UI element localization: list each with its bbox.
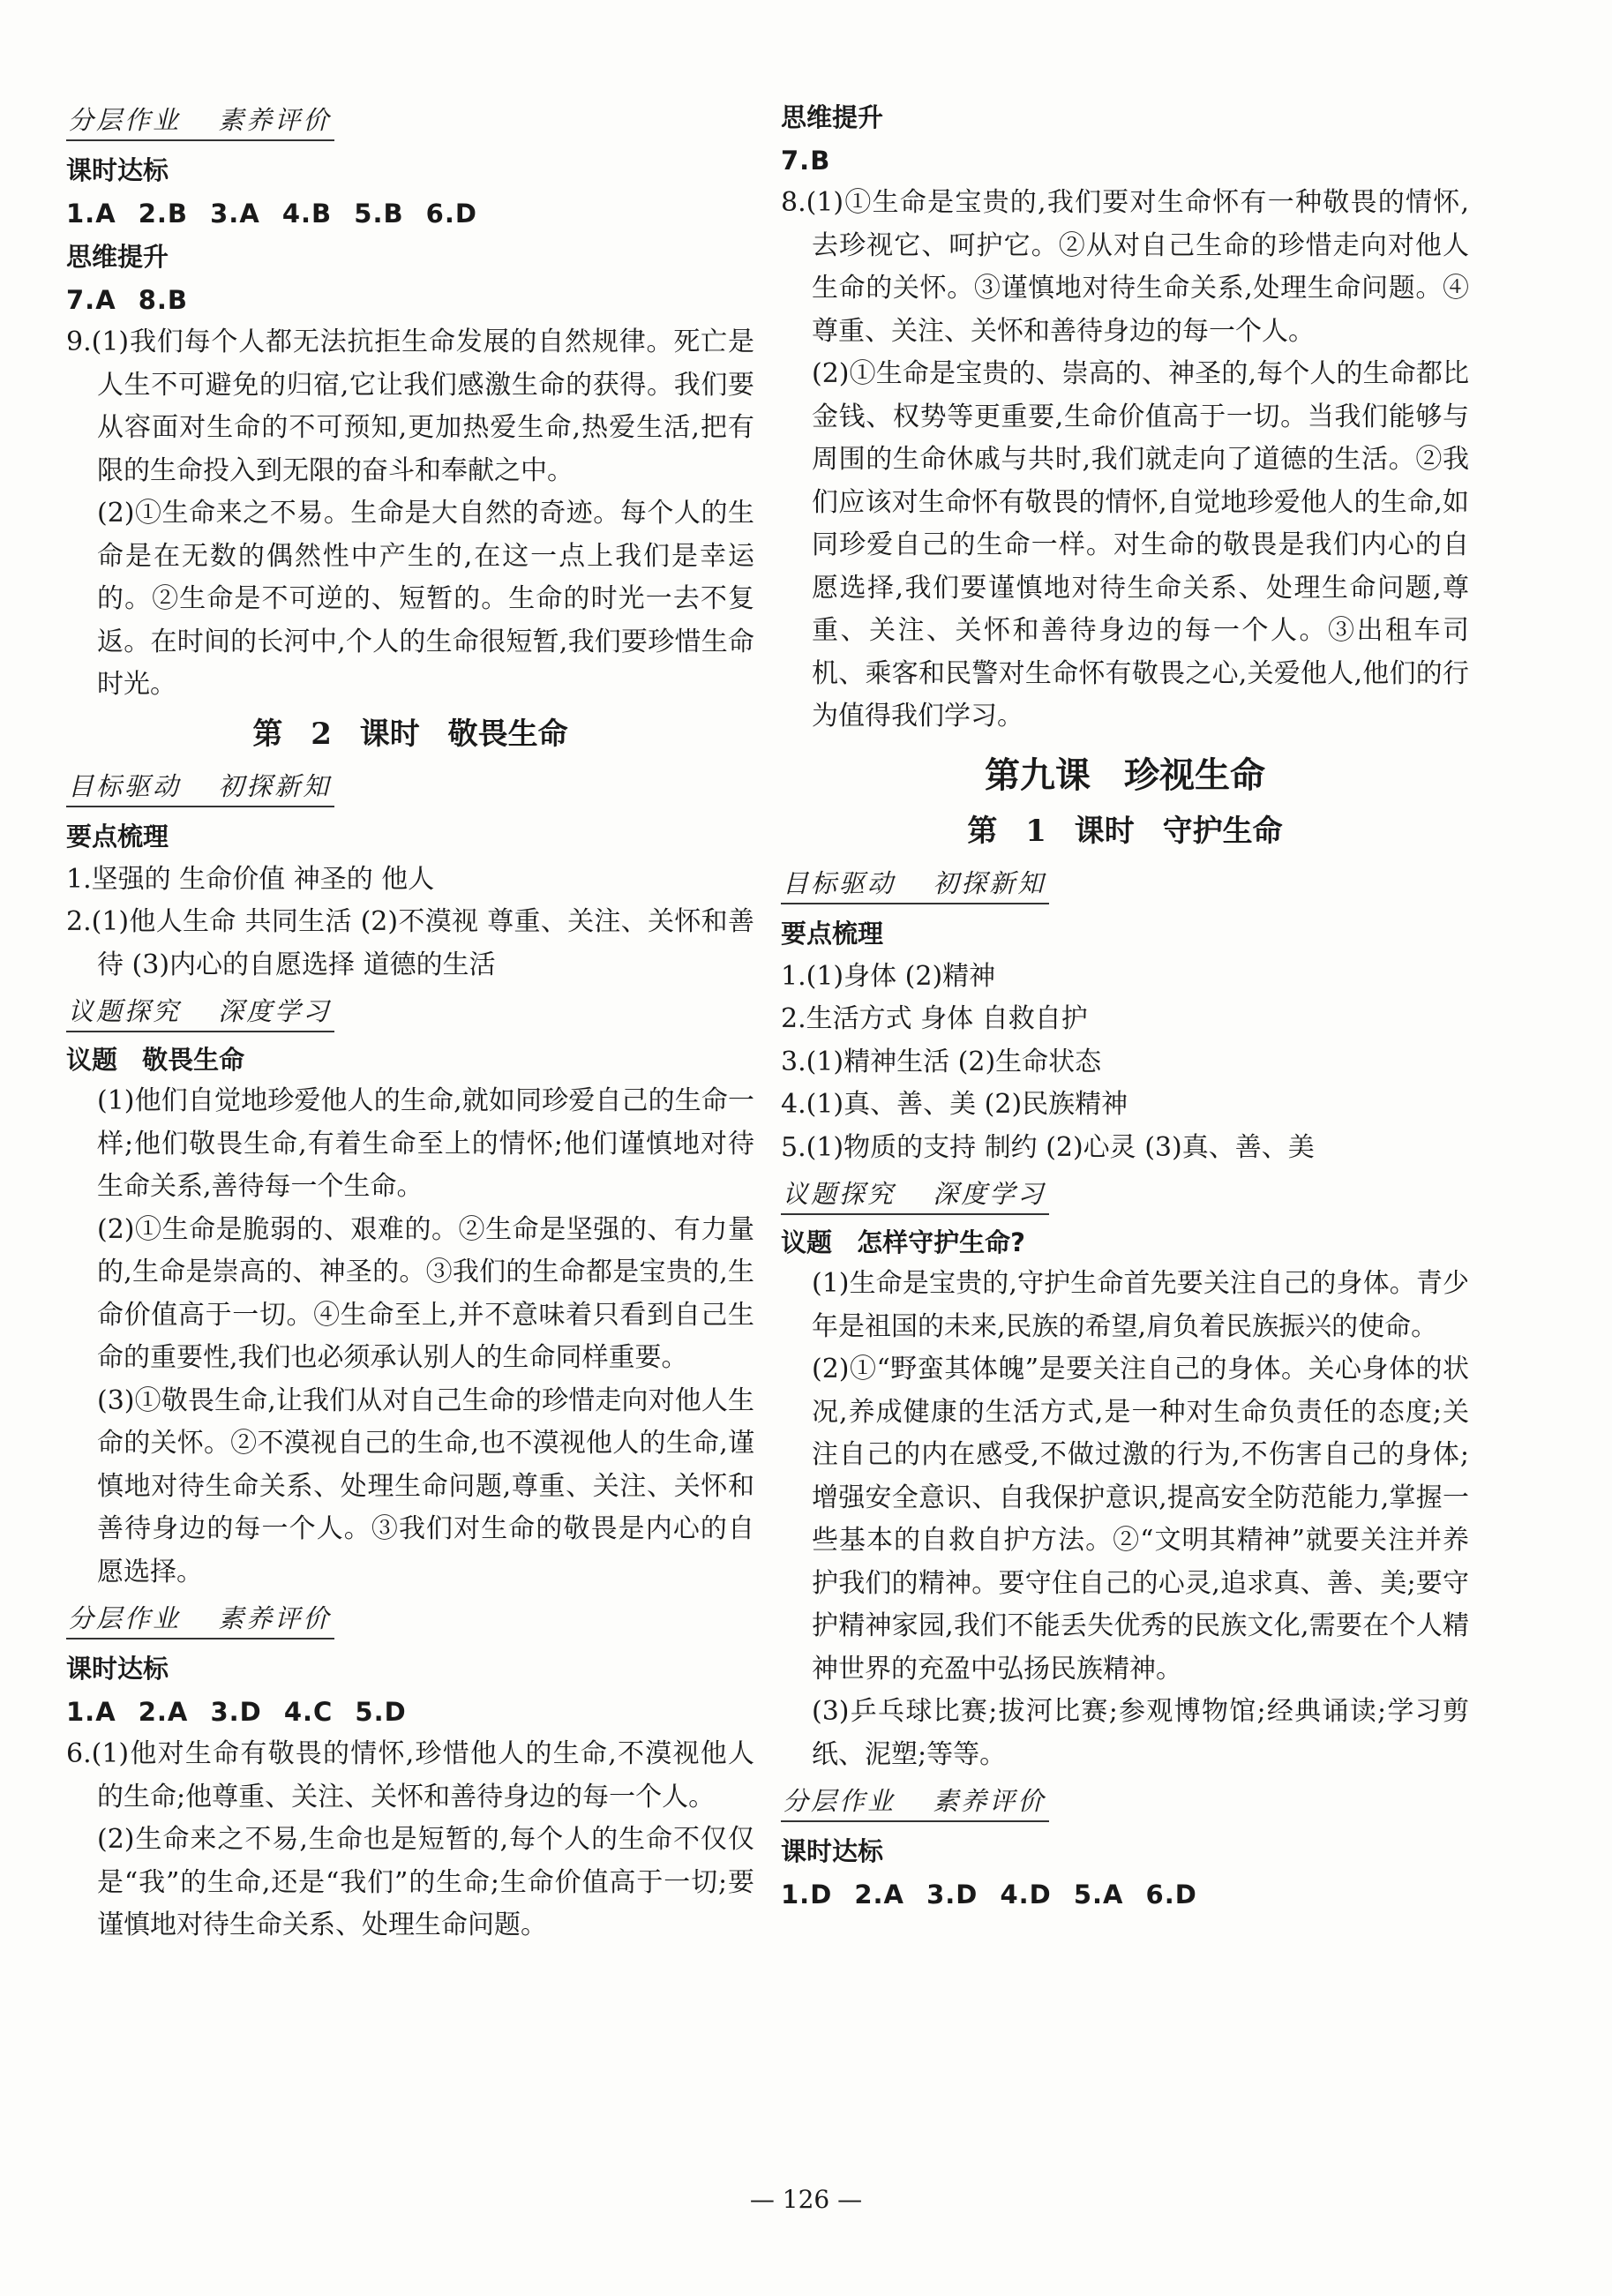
section-heading: 课时达标 — [66, 1654, 169, 1684]
answer-line: 1.D 2.A 3.D 4.D 5.A 6.D — [781, 1880, 1197, 1910]
topic-heading: 议题 怎样守护生命? — [781, 1227, 1025, 1257]
lesson-title: 第 1 课时 守护生命 — [967, 813, 1283, 849]
section-banner: 目标驱动 初探新知 — [66, 769, 334, 807]
answer-line: 7.B — [781, 146, 831, 176]
section-banner: 目标驱动 初探新知 — [781, 866, 1049, 904]
section-banner: 分层作业 素养评价 — [66, 102, 334, 141]
answer-line: 7.A 8.B — [66, 285, 189, 315]
section-banner: 议题探究 深度学习 — [66, 994, 334, 1032]
answer-paragraph: 1.(1)身体 (2)精神 — [781, 960, 996, 992]
answer-paragraph: 1.坚强的 生命价值 神圣的 他人 — [66, 863, 435, 895]
answer-paragraph: 2.(1)他人生命 共同生活 (2)不漠视 尊重、关注、关怀和善待 (3)内心的自愿选择 道德的生活 — [66, 906, 754, 980]
section-banner: 议题探究 深度学习 — [781, 1176, 1049, 1215]
answer-paragraph: (2)①“野蛮其体魄”是要关注自己的身体。关心身体的状况,养成健康的生活方式,是一种对生命负责任的态度;关注自己的内在感受,不做过激的行为,不伤害自己的身体;增强安全意识、自我保护意识,提高安全防范能力,掌握一些基本的自救自护方法。②“文明其精神”就要关注并养护我们的精神。要守住自己的心灵,追求真、善、美;要守护精神家园,我们不能丢失优秀的民族文化,需要在个人精神世界的充盈中弘扬民族精神。 — [812, 1354, 1469, 1684]
section-heading: 课时达标 — [781, 1836, 884, 1866]
page-number: — 126 — — [749, 2185, 863, 2214]
unit-title: 第九课 珍视生命 — [985, 754, 1265, 796]
answer-paragraph: 6.(1)他对生命有敬畏的情怀,珍惜他人的生命,不漠视他人的生命;他尊重、关注、关怀和善待身边的每一个人。 — [66, 1738, 754, 1812]
answer-paragraph: (2)生命来之不易,生命也是短暂的,每个人的生命不仅仅是“我”的生命,还是“我们”的生命;生命价值高于一切;要谨慎地对待生命关系、处理生命问题。 — [97, 1824, 754, 1940]
right-column — [781, 95, 1469, 1916]
left-column — [66, 95, 754, 1947]
answer-paragraph: 2.生活方式 身体 自救自护 — [781, 1003, 1088, 1034]
answer-paragraph: (2)①生命是脆弱的、艰难的。②生命是坚强的、有力量的,生命是崇高的、神圣的。③我们的生命都是宝贵的,生命价值高于一切。④生命至上,并不意味着只看到自己生命的重要性,我们也必须承认别人的生命同样重要。 — [97, 1213, 754, 1373]
section-heading: 课时达标 — [66, 155, 169, 185]
answer-paragraph: 4.(1)真、善、美 (2)民族精神 — [781, 1089, 1128, 1120]
section-banner: 分层作业 素养评价 — [781, 1783, 1049, 1822]
section-heading: 思维提升 — [781, 102, 884, 132]
answer-paragraph: (3)乒乓球比赛;拔河比赛;参观博物馆;经典诵读;学习剪纸、泥塑;等等。 — [812, 1696, 1469, 1770]
answer-paragraph: 8.(1)①生命是宝贵的,我们要对生命怀有一种敬畏的情怀,去珍视它、呵护它。②从对自己生命的珍惜走向对他人生命的关怀。③谨慎地对待生命关系,处理生命问题。④尊重、关注、关怀和善待身边的每一个人。 — [781, 187, 1469, 347]
answer-paragraph: (2)①生命是宝贵的、崇高的、神圣的,每个人的生命都比金钱、权势等更重要,生命价值高于一切。当我们能够与周围的生命休戚与共时,我们就走向了道德的生活。②我们应该对生命怀有敬畏的情怀,自觉地珍爱他人的生命,如同珍爱自己的生命一样。对生命的敬畏是我们内心的自愿选择,我们要谨慎地对待生命关系、处理生命问题,尊重、关注、关怀和善待身边的每一个人。③出租车司机、乘客和民警对生命怀有敬畏之心,关爱他人,他们的行为值得我们学习。 — [812, 358, 1469, 732]
answer-paragraph: (2)①生命来之不易。生命是大自然的奇迹。每个人的生命是在无数的偶然性中产生的,在这一点上我们是幸运的。②生命是不可逆的、短暂的。生命的时光一去不复返。在时间的长河中,个人的生命很短暂,我们要珍惜生命时光。 — [97, 498, 754, 700]
topic-heading: 议题 敬畏生命 — [66, 1045, 245, 1075]
answer-paragraph: 9.(1)我们每个人都无法抗拒生命发展的自然规律。死亡是人生不可避免的归宿,它让我们感激生命的获得。我们要从容面对生命的不可预知,更加热爱生命,热爱生活,把有限的生命投入到无限的奋斗和奉献之中。 — [66, 326, 754, 486]
answer-paragraph: (3)①敬畏生命,让我们从对自己生命的珍惜走向对他人生命的关怀。②不漠视自己的生命,也不漠视他人的生命,谨慎地对待生命关系、处理生命问题,尊重、关注、关怀和善待身边的每一个人。③我们对生命的敬畏是内心的自愿选择。 — [97, 1384, 754, 1587]
answer-paragraph: 3.(1)精神生活 (2)生命状态 — [781, 1046, 1102, 1077]
lesson-title: 第 2 课时 敬畏生命 — [252, 716, 568, 752]
section-heading: 思维提升 — [66, 242, 169, 272]
answer-line: 1.A 2.B 3.A 4.B 5.B 6.D — [66, 199, 477, 229]
answer-paragraph: (1)生命是宝贵的,守护生命首先要关注自己的身体。青少年是祖国的未来,民族的希望,肩负着民族振兴的使命。 — [812, 1268, 1469, 1342]
answer-paragraph: (1)他们自觉地珍爱他人的生命,就如同珍爱自己的生命一样;他们敬畏生命,有着生命至上的情怀;他们谨慎地对待生命关系,善待每一个生命。 — [97, 1085, 754, 1202]
answer-paragraph: 5.(1)物质的支持 制约 (2)心灵 (3)真、善、美 — [781, 1131, 1315, 1163]
section-heading: 要点梳理 — [66, 821, 169, 852]
answer-line: 1.A 2.A 3.D 4.C 5.D — [66, 1697, 407, 1727]
section-banner: 分层作业 素养评价 — [66, 1601, 334, 1639]
section-heading: 要点梳理 — [781, 918, 884, 949]
